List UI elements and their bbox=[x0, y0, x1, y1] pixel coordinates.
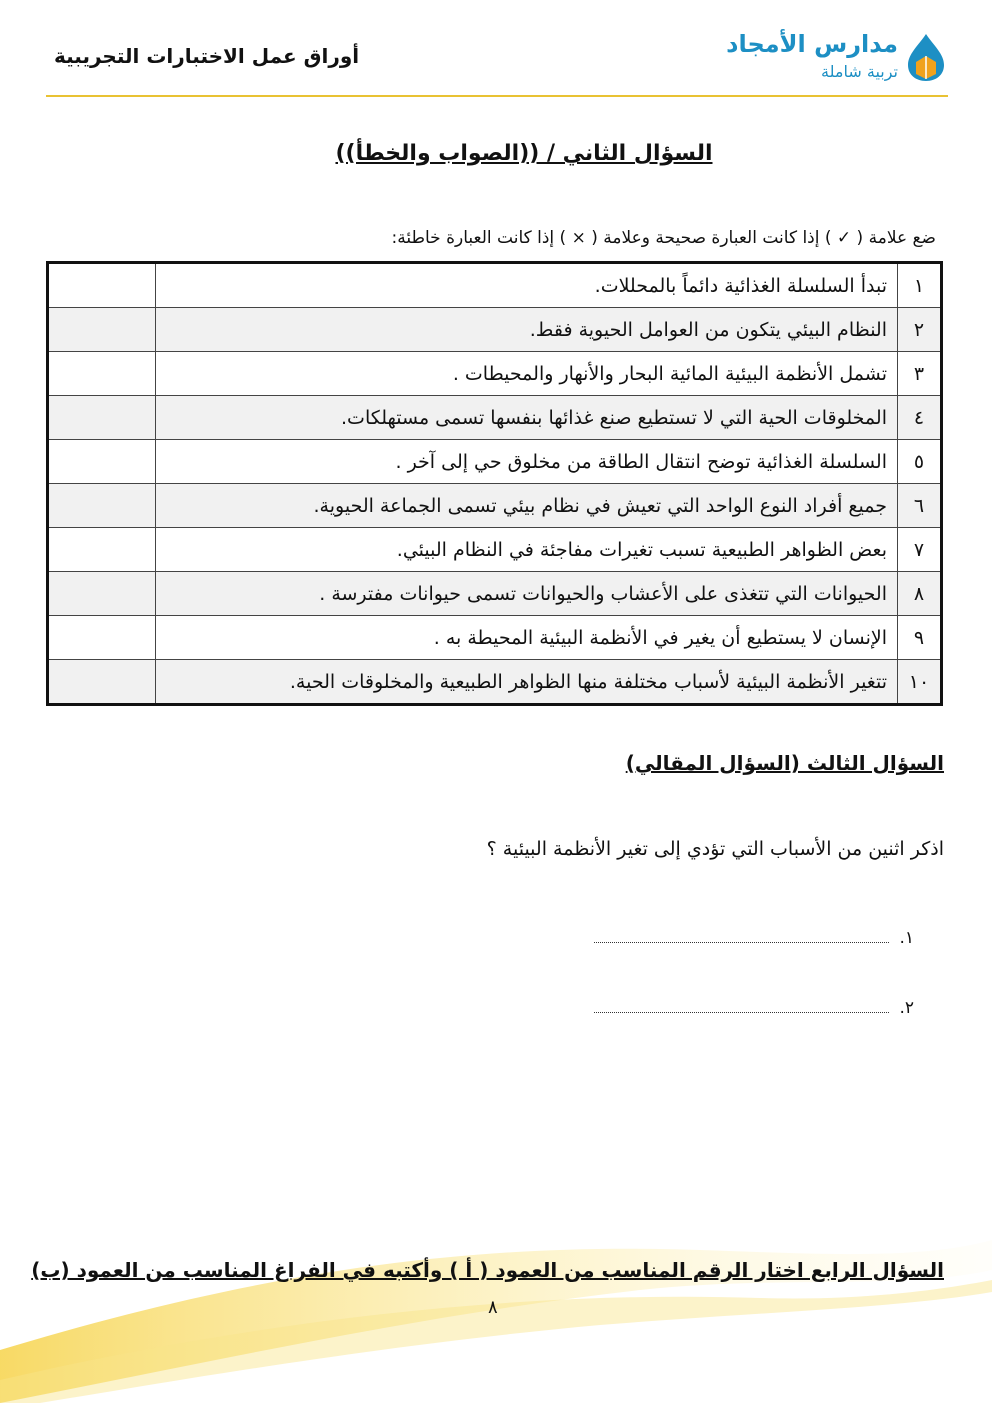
school-logo bbox=[726, 28, 948, 88]
table-row bbox=[48, 308, 942, 352]
item-statement: تتغير الأنظمة البيئية لأسباب مختلفة منها الظواهر الطبيعية والمخلوقات الحية. bbox=[156, 660, 898, 705]
answer-label: ٢. bbox=[899, 998, 914, 1018]
item-number: ٣ bbox=[898, 352, 942, 396]
table-row bbox=[48, 396, 942, 440]
answer-cell[interactable] bbox=[48, 308, 156, 352]
answer-cell[interactable] bbox=[48, 440, 156, 484]
answer-line-2[interactable] bbox=[594, 998, 914, 1018]
item-number: ٤ bbox=[898, 396, 942, 440]
table-row bbox=[48, 440, 942, 484]
table-row bbox=[48, 528, 942, 572]
table-row bbox=[48, 352, 942, 396]
answer-label: ١. bbox=[899, 928, 914, 948]
header-divider bbox=[46, 95, 948, 97]
q2-title: السؤال الثاني / ((الصواب والخطأ)) bbox=[335, 141, 713, 166]
item-number: ١٠ bbox=[898, 660, 942, 705]
answer-line-1[interactable] bbox=[594, 928, 914, 948]
answer-cell[interactable] bbox=[48, 572, 156, 616]
table-row bbox=[48, 616, 942, 660]
decorative-swoosh bbox=[0, 1180, 992, 1403]
item-number: ١ bbox=[898, 263, 942, 308]
q3-title: السؤال الثالث (السؤال المقالي) bbox=[625, 751, 944, 775]
logo-flame-icon bbox=[904, 32, 948, 82]
table-row bbox=[48, 484, 942, 528]
worksheet-title: أوراق عمل الاختبارات التجريبية bbox=[54, 44, 360, 68]
logo-tagline: تربية شاملة bbox=[821, 62, 898, 81]
page-number: ٨ bbox=[488, 1297, 498, 1318]
answer-dotted-line[interactable] bbox=[594, 1002, 889, 1013]
item-statement: النظام البيئي يتكون من العوامل الحيوية فقط. bbox=[156, 308, 898, 352]
item-statement: الحيوانات التي تتغذى على الأعشاب والحيوانات تسمى حيوانات مفترسة . bbox=[156, 572, 898, 616]
answer-cell[interactable] bbox=[48, 484, 156, 528]
q4-title: السؤال الرابع اختار الرقم المناسب من العمود ( أ ) وأكتبه في الفراغ المناسب من العمود (ب) bbox=[31, 1258, 944, 1282]
answer-dotted-line[interactable] bbox=[594, 932, 889, 943]
item-statement: تشمل الأنظمة البيئية المائية البحار والأنهار والمحيطات . bbox=[156, 352, 898, 396]
item-number: ٥ bbox=[898, 440, 942, 484]
answer-cell[interactable] bbox=[48, 528, 156, 572]
answer-cell[interactable] bbox=[48, 263, 156, 308]
table-row bbox=[48, 263, 942, 308]
item-number: ٦ bbox=[898, 484, 942, 528]
item-number: ٧ bbox=[898, 528, 942, 572]
q3-prompt: اذكر اثنين من الأسباب التي تؤدي إلى تغير الأنظمة البيئية ؟ bbox=[486, 838, 944, 860]
q2-instruction: ضع علامة ( ✓ ) إذا كانت العبارة صحيحة وعلامة ( × ) إذا كانت العبارة خاطئة: bbox=[391, 228, 936, 248]
item-statement: الإنسان لا يستطيع أن يغير في الأنظمة البيئية المحيطة به . bbox=[156, 616, 898, 660]
item-statement: بعض الظواهر الطبيعية تسبب تغيرات مفاجئة في النظام البيئي. bbox=[156, 528, 898, 572]
item-number: ٢ bbox=[898, 308, 942, 352]
item-statement: تبدأ السلسلة الغذائية دائماً بالمحللات. bbox=[156, 263, 898, 308]
item-statement: جميع أفراد النوع الواحد التي تعيش في نظام بيئي تسمى الجماعة الحيوية. bbox=[156, 484, 898, 528]
true-false-table bbox=[46, 261, 943, 706]
item-number: ٨ bbox=[898, 572, 942, 616]
table-row bbox=[48, 660, 942, 705]
table-row bbox=[48, 572, 942, 616]
answer-cell[interactable] bbox=[48, 396, 156, 440]
item-statement: المخلوقات الحية التي لا تستطيع صنع غذائها بنفسها تسمى مستهلكات. bbox=[156, 396, 898, 440]
logo-name: مدارس الأمجاد bbox=[726, 30, 898, 58]
item-statement: السلسلة الغذائية توضح انتقال الطاقة من مخلوق حي إلى آخر . bbox=[156, 440, 898, 484]
answer-cell[interactable] bbox=[48, 352, 156, 396]
item-number: ٩ bbox=[898, 616, 942, 660]
answer-cell[interactable] bbox=[48, 616, 156, 660]
answer-cell[interactable] bbox=[48, 660, 156, 705]
